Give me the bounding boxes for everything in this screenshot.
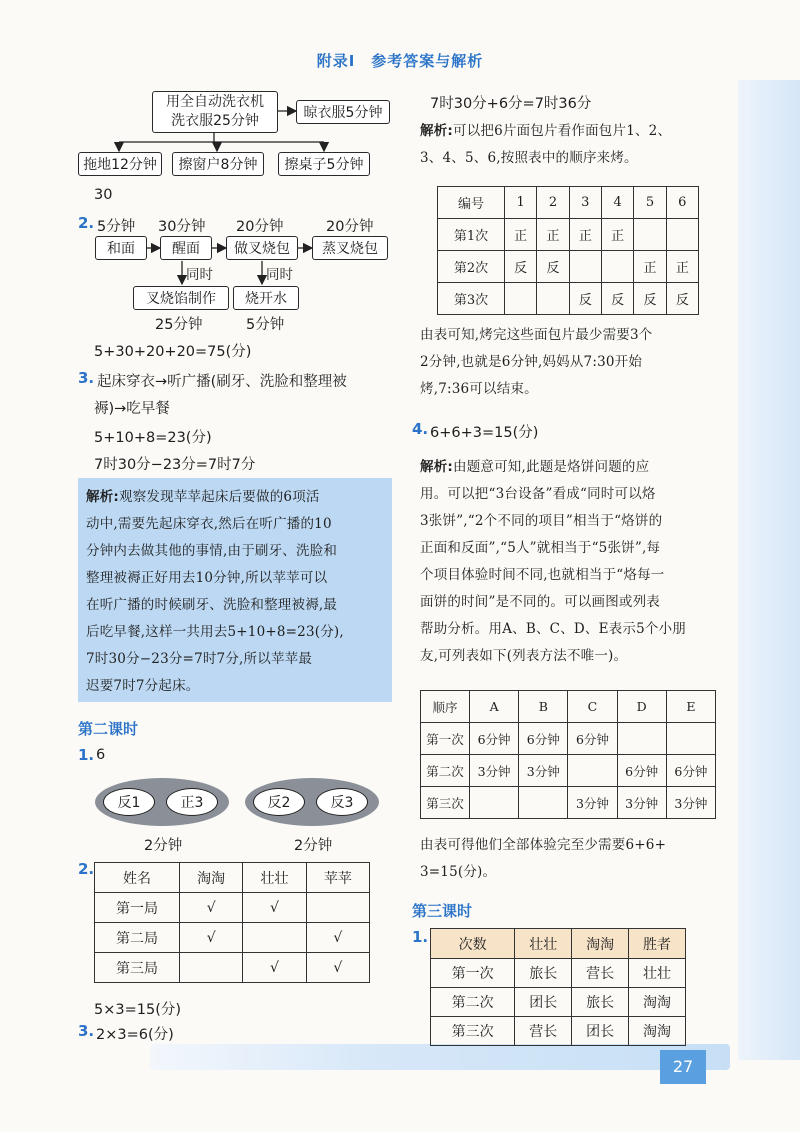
table-header: 2 bbox=[537, 187, 569, 219]
wipe-table-text: 擦桌子5分钟 bbox=[284, 157, 364, 173]
table-header: A bbox=[470, 691, 519, 723]
table-cell: 第一次 bbox=[421, 723, 470, 755]
page-header: 附录Ⅰ 参考答案与解析 bbox=[316, 52, 484, 70]
table-cell: 营长 bbox=[572, 959, 629, 988]
table-cell: 正 bbox=[634, 251, 666, 283]
q4-number: 4. bbox=[412, 420, 429, 438]
analysis-3-line: 分钟内去做其他的事情,由于刷牙、洗脸和 bbox=[86, 543, 338, 559]
table-header: 4 bbox=[601, 187, 633, 219]
bread-time-calc: 7时30分+6分=7时36分 bbox=[430, 96, 592, 112]
bread-oval bbox=[103, 788, 155, 816]
step-steam-bun-box bbox=[312, 236, 388, 260]
table-header: E bbox=[666, 691, 715, 723]
step-make-bun-text: 做叉烧包 bbox=[234, 241, 290, 257]
table-cell: 第二次 bbox=[431, 988, 515, 1017]
table-header: 编号 bbox=[438, 187, 505, 219]
table-cell: 第一局 bbox=[95, 893, 180, 923]
table-row bbox=[421, 787, 716, 819]
table-cell: 第一次 bbox=[431, 959, 515, 988]
table-row bbox=[95, 923, 370, 953]
boil-water-text: 烧开水 bbox=[245, 291, 287, 307]
analysis-4-line bbox=[420, 454, 730, 481]
table-cell: 正 bbox=[569, 219, 601, 251]
analysis-3-line: 整理被褥正好用去10分钟,所以苹苹可以 bbox=[86, 570, 328, 586]
table-header: 5 bbox=[634, 187, 666, 219]
table-cell bbox=[601, 251, 633, 283]
lesson2-q2-answer: 5×3=15(分) bbox=[94, 1002, 182, 1018]
lesson2-q1-answer: 6 bbox=[96, 747, 106, 763]
table-row bbox=[438, 187, 699, 219]
analysis-3-line bbox=[86, 484, 386, 511]
wipe-window-box bbox=[172, 152, 264, 176]
conclusion-4-line: 3=15(分)。 bbox=[420, 864, 497, 880]
abcde-table bbox=[420, 690, 716, 819]
table-cell bbox=[243, 923, 306, 953]
q3-number: 3. bbox=[78, 369, 95, 387]
table-row bbox=[421, 755, 716, 787]
table-cell: 正 bbox=[505, 219, 537, 251]
table-cell: 6分钟 bbox=[617, 755, 666, 787]
table-cell: 6分钟 bbox=[470, 723, 519, 755]
q2-time-2: 30分钟 bbox=[158, 219, 206, 235]
table-cell bbox=[306, 893, 369, 923]
table-cell: 6分钟 bbox=[666, 755, 715, 787]
table-cell: 营长 bbox=[515, 1017, 572, 1046]
bread-analysis-line: 3、4、5、6,按照表中的顺序来烤。 bbox=[420, 150, 638, 166]
step-dough-box bbox=[95, 236, 147, 260]
table-row bbox=[95, 953, 370, 983]
table-header: 壮壮 bbox=[515, 929, 572, 959]
filling-time: 25分钟 bbox=[155, 317, 203, 333]
wipe-window-text: 擦窗户8分钟 bbox=[178, 157, 258, 173]
table-cell: 3分钟 bbox=[617, 787, 666, 819]
table-row bbox=[431, 1017, 686, 1046]
table-header: 姓名 bbox=[95, 863, 180, 893]
table-header: C bbox=[568, 691, 617, 723]
table-cell: 旅长 bbox=[515, 959, 572, 988]
table-cell: 第2次 bbox=[438, 251, 505, 283]
table-cell: 正 bbox=[537, 219, 569, 251]
table-cell: 第1次 bbox=[438, 219, 505, 251]
table-cell bbox=[470, 787, 519, 819]
table-cell: 反 bbox=[537, 251, 569, 283]
bread-conclusion bbox=[420, 322, 730, 403]
table-header: 淘淘 bbox=[180, 863, 243, 893]
dry-clothes-box bbox=[296, 100, 390, 124]
table-cell: 反 bbox=[634, 283, 666, 315]
q1-answer: 30 bbox=[94, 187, 113, 203]
table-cell: 团长 bbox=[515, 988, 572, 1017]
table-row bbox=[431, 929, 686, 959]
table-row bbox=[421, 723, 716, 755]
table-header: D bbox=[617, 691, 666, 723]
analysis-3-text: 观察发现苹苹起床后要做的6项活 bbox=[119, 489, 320, 505]
bread-conclusion-line: 2分钟,也就是6分钟,妈妈从7:30开始 bbox=[420, 354, 643, 370]
table-cell: 反 bbox=[569, 283, 601, 315]
analysis-4-line: 个项目体验时间不同,也就相当于“烙每一 bbox=[420, 567, 665, 583]
table-cell bbox=[666, 219, 698, 251]
analysis-3-label: 解析: bbox=[86, 489, 119, 505]
bread-oval-text: 正3 bbox=[180, 795, 204, 811]
q2-time-3: 20分钟 bbox=[236, 219, 284, 235]
simultaneous-label-2: 同时 bbox=[266, 267, 293, 283]
q2-answer: 5+30+20+20=75(分) bbox=[94, 344, 252, 360]
table-cell: 第三次 bbox=[431, 1017, 515, 1046]
q3-calc-2: 7时30分−23分=7时7分 bbox=[94, 457, 256, 473]
step-proof-text: 醒面 bbox=[172, 241, 200, 257]
table-cell: 3分钟 bbox=[666, 787, 715, 819]
table-cell: 第三局 bbox=[95, 953, 180, 983]
mop-floor-text: 拖地12分钟 bbox=[83, 157, 157, 173]
oval-label-2: 2分钟 bbox=[294, 838, 333, 854]
table-cell: 6分钟 bbox=[519, 723, 568, 755]
table-row bbox=[438, 251, 699, 283]
table-cell: 第二次 bbox=[421, 755, 470, 787]
table-cell: 旅长 bbox=[572, 988, 629, 1017]
bread-table bbox=[437, 186, 699, 315]
table-header: 壮壮 bbox=[243, 863, 306, 893]
table-cell bbox=[634, 219, 666, 251]
oval-label-1: 2分钟 bbox=[144, 838, 183, 854]
lesson-2-title: 第二课时 bbox=[78, 720, 139, 738]
q2-time-1: 5分钟 bbox=[97, 219, 136, 235]
step-dough-text: 和面 bbox=[107, 241, 135, 257]
analysis-3-line: 在听广播的时候刷牙、洗脸和整理被褥,最 bbox=[86, 597, 338, 613]
lesson-3-title: 第三课时 bbox=[412, 902, 473, 920]
page-number: 27 bbox=[660, 1050, 706, 1084]
analysis-3 bbox=[86, 484, 386, 700]
table-cell bbox=[617, 723, 666, 755]
table-row bbox=[431, 959, 686, 988]
bread-conclusion-line: 由表可知,烤完这些面包片最少需要3个 bbox=[420, 327, 653, 343]
bread-oval bbox=[253, 788, 305, 816]
mop-floor-box bbox=[78, 152, 162, 176]
table-row bbox=[95, 863, 370, 893]
bread-analysis-line bbox=[420, 118, 730, 145]
lesson3-q1-number: 1. bbox=[412, 928, 429, 946]
q3-calc-1: 5+10+8=23(分) bbox=[94, 430, 212, 446]
table-cell: 团长 bbox=[572, 1017, 629, 1046]
table-row bbox=[438, 283, 699, 315]
dry-clothes-text: 晾衣服5分钟 bbox=[303, 105, 383, 121]
table-cell: 3分钟 bbox=[568, 787, 617, 819]
bread-analysis-label: 解析: bbox=[420, 123, 453, 139]
q3-line-1: 起床穿衣→听广播(刷牙、洗脸和整理被 bbox=[97, 374, 347, 390]
table-cell: 壮壮 bbox=[629, 959, 686, 988]
game-table bbox=[94, 862, 370, 983]
bread-analysis bbox=[420, 118, 730, 172]
rank-table bbox=[430, 928, 686, 1046]
table-cell: √ bbox=[180, 893, 243, 923]
analysis-4-line: 面饼的时间”是不同的。可以画图或列表 bbox=[420, 594, 661, 610]
filling-box bbox=[133, 286, 229, 310]
table-cell bbox=[505, 283, 537, 315]
analysis-4-label: 解析: bbox=[420, 459, 453, 475]
analysis-4-line: 帮助分析。用A、B、C、D、E表示5个小朋 bbox=[420, 621, 686, 637]
table-cell: 第二局 bbox=[95, 923, 180, 953]
step-proof-box bbox=[160, 236, 212, 260]
bread-oval-text: 反2 bbox=[267, 795, 291, 811]
conclusion-4-line: 由表可得他们全部体验完至少需要6+6+ bbox=[420, 837, 667, 853]
table-cell: 3分钟 bbox=[519, 755, 568, 787]
analysis-4 bbox=[420, 454, 730, 670]
table-header: 6 bbox=[666, 187, 698, 219]
wipe-table-box bbox=[278, 152, 370, 176]
filling-text: 叉烧馅制作 bbox=[146, 291, 216, 307]
analysis-4-text: 由题意可知,此题是烙饼问题的应 bbox=[453, 459, 650, 475]
bread-oval bbox=[166, 788, 218, 816]
lesson2-q3-number: 3. bbox=[78, 1022, 95, 1040]
table-cell: 正 bbox=[601, 219, 633, 251]
table-header: 淘淘 bbox=[572, 929, 629, 959]
table-cell: 正 bbox=[666, 251, 698, 283]
analysis-3-line: 迟要7时7分起床。 bbox=[86, 678, 200, 694]
boil-water-time: 5分钟 bbox=[246, 317, 285, 333]
table-cell: 淘淘 bbox=[629, 1017, 686, 1046]
lesson2-q2-number: 2. bbox=[78, 860, 95, 878]
wash-clothes-text: 用全自动洗衣机 洗衣服25分钟 bbox=[166, 94, 264, 129]
table-cell: √ bbox=[243, 893, 306, 923]
table-cell bbox=[537, 283, 569, 315]
bread-oval-text: 反3 bbox=[330, 795, 354, 811]
analysis-4-line: 正面和反面”,“5人”就相当于“5张饼”,每 bbox=[420, 540, 661, 556]
bread-conclusion-line: 烤,7:36可以结束。 bbox=[420, 381, 538, 397]
table-header: 次数 bbox=[431, 929, 515, 959]
table-row bbox=[438, 219, 699, 251]
table-header: 3 bbox=[569, 187, 601, 219]
table-cell bbox=[180, 953, 243, 983]
table-cell: 6分钟 bbox=[568, 723, 617, 755]
step-make-bun-box bbox=[226, 236, 298, 260]
bread-oval-text: 反1 bbox=[117, 795, 141, 811]
table-cell: 淘淘 bbox=[629, 988, 686, 1017]
q4-answer: 6+6+3=15(分) bbox=[430, 425, 539, 441]
lesson2-q3-answer: 2×3=6(分) bbox=[96, 1027, 174, 1043]
table-cell: √ bbox=[306, 923, 369, 953]
simultaneous-label-1: 同时 bbox=[186, 267, 213, 283]
table-cell bbox=[568, 755, 617, 787]
table-cell: √ bbox=[243, 953, 306, 983]
analysis-4-line: 友,可列表如下(列表方法不唯一)。 bbox=[420, 648, 628, 664]
table-header: 胜者 bbox=[629, 929, 686, 959]
table-row bbox=[431, 988, 686, 1017]
conclusion-4 bbox=[420, 832, 730, 886]
analysis-4-line: 用。可以把“3台设备”看成“同时可以烙 bbox=[420, 486, 656, 502]
table-cell bbox=[569, 251, 601, 283]
table-cell bbox=[666, 723, 715, 755]
table-cell: 反 bbox=[505, 251, 537, 283]
table-cell: 3分钟 bbox=[470, 755, 519, 787]
boil-water-box bbox=[233, 286, 299, 310]
q2-number: 2. bbox=[78, 214, 95, 232]
q2-time-4: 20分钟 bbox=[326, 219, 374, 235]
bread-oval bbox=[316, 788, 368, 816]
step-steam-bun-text: 蒸叉烧包 bbox=[322, 241, 378, 257]
analysis-4-line: 3张饼”,“2个不同的项目”相当于“烙饼的 bbox=[420, 513, 663, 529]
table-cell: 第3次 bbox=[438, 283, 505, 315]
lesson2-q1-number: 1. bbox=[78, 746, 95, 764]
table-header: B bbox=[519, 691, 568, 723]
table-cell: √ bbox=[180, 923, 243, 953]
q3-line-2: 褥)→吃早餐 bbox=[94, 401, 170, 417]
analysis-3-line: 后吃早餐,这样一共用去5+10+8=23(分), bbox=[86, 624, 344, 640]
table-cell: 反 bbox=[601, 283, 633, 315]
analysis-3-line: 7时30分−23分=7时7分,所以苹苹最 bbox=[86, 651, 313, 667]
table-header: 苹苹 bbox=[306, 863, 369, 893]
table-row bbox=[421, 691, 716, 723]
table-cell: 第三次 bbox=[421, 787, 470, 819]
table-cell: 反 bbox=[666, 283, 698, 315]
wash-clothes-box bbox=[152, 91, 278, 133]
table-header: 顺序 bbox=[421, 691, 470, 723]
table-cell: √ bbox=[306, 953, 369, 983]
analysis-3-line: 动中,需要先起床穿衣,然后在听广播的10 bbox=[86, 516, 332, 532]
bread-analysis-text: 可以把6片面包片看作面包片1、2、 bbox=[453, 123, 672, 139]
table-header: 1 bbox=[505, 187, 537, 219]
table-cell bbox=[519, 787, 568, 819]
table-row bbox=[95, 893, 370, 923]
